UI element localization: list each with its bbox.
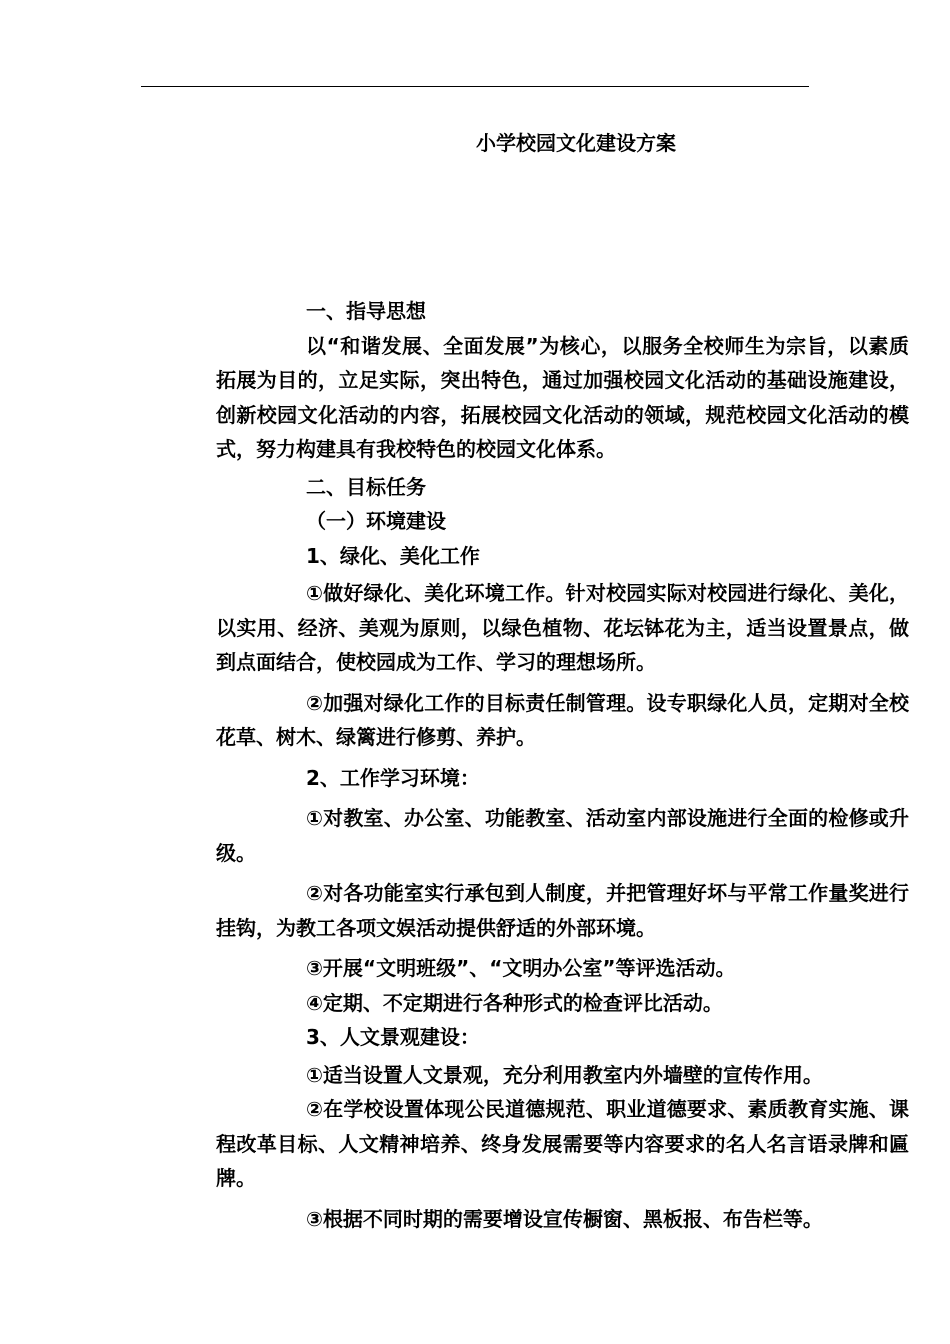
paragraph-work-environment-2: ②对各功能室实行承包到人制度，并把管理好坏与平常工作量奖进行挂钩，为教工各项文娱活动提供舒适的外部环境。 [216, 881, 909, 940]
paragraph-work-environment-1: ①对教室、办公室、功能教室、活动室内部设施进行全面的检修或升级。 [216, 806, 909, 865]
section-heading-goals: 二、目标任务 [306, 474, 426, 499]
paragraph-greening-2: ②加强对绿化工作的目标责任制管理。设专职绿化人员，定期对全校花草、树木、绿篱进行修剪、养护。 [216, 690, 909, 749]
paragraph-guiding-ideology: 以“和谐发展、全面发展”为核心，以服务全校师生为宗旨，以素质拓展为目的，立足实际，突出特色，通过加强校园文化活动的基础设施建设，创新校园文化活动的内容，拓展校园文化活动的领域，规范校园文化活动的模式，努力构建具有我校特色的校园文化体系。 [216, 333, 909, 461]
subsection-heading-environment: （一）环境建设 [306, 509, 446, 533]
section-heading-guiding-ideology: 一、指导思想 [306, 299, 426, 323]
item-heading-work-environment: 2、工作学习环境： [306, 765, 480, 790]
item-heading-cultural-landscape: 3、人文景观建设： [306, 1025, 480, 1049]
paragraph-cultural-landscape-2: ②在学校设置体现公民道德规范、职业道德要求、素质教育实施、课程改革目标、人文精神培养、终身发展需要等内容要求的名人名言语录牌和匾牌。 [216, 1097, 909, 1190]
paragraph-cultural-landscape-3: ③根据不同时期的需要增设宣传橱窗、黑板报、布告栏等。 [306, 1206, 823, 1231]
paragraph-cultural-landscape-1: ①适当设置人文景观，充分利用教室内外墙壁的宣传作用。 [306, 1062, 823, 1087]
document-title: 小学校园文化建设方案 [476, 131, 676, 155]
paragraph-greening-1: ①做好绿化、美化环境工作。针对校园实际对校园进行绿化、美化，以实用、经济、美观为原则，以绿色植物、花坛钵花为主，适当设置景点，做到点面结合，使校园成为工作、学习的理想场所。 [216, 581, 909, 674]
paragraph-work-environment-3: ③开展“文明班级”、“文明办公室”等评选活动。 [306, 956, 736, 980]
document-body [216, 294, 909, 1236]
paragraph-work-environment-4: ④定期、不定期进行各种形式的检查评比活动。 [306, 990, 723, 1015]
header-rule [141, 86, 809, 87]
item-heading-greening: 1、绿化、美化工作 [306, 543, 480, 568]
